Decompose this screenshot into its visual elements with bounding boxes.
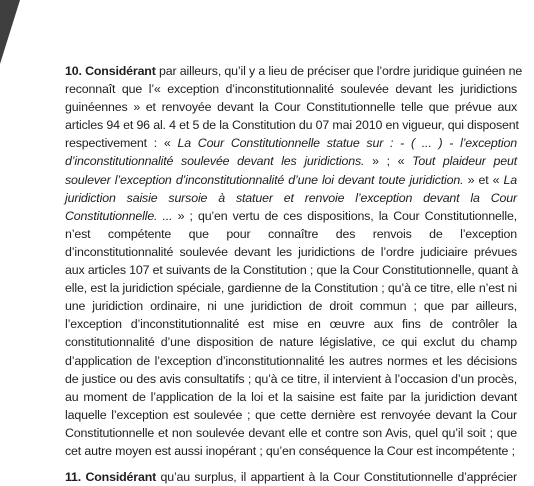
text-run: Constitutionnelle et non soulevée devant elle et contre son Avis, quel qu’il soit ; que [65, 425, 517, 440]
text-line [65, 297, 517, 315]
scan-corner-shadow [0, 0, 20, 64]
text-line [65, 315, 517, 333]
text-run: qu’au surplus, il appartient à la Cour Constitutionnelle d’apprécier [156, 470, 517, 485]
text-run: au moment de l’application de la loi et la saisine est faite par la juridiction devant [65, 389, 517, 404]
quoted-text: Tout plaideur peut [412, 154, 518, 169]
text-run: guinéennes » et renvoyée devant la Cour Constitutionnelle telle que prévue aux [65, 100, 517, 115]
text-run: » ; « [364, 154, 413, 169]
text-line [65, 424, 517, 442]
paragraph-10 [65, 62, 523, 460]
text-line [65, 134, 517, 152]
text-line [65, 468, 517, 486]
quoted-text: soulever l’exception d’inconstitutionnalité d’une loi devant toute juridiction. [65, 172, 464, 187]
text-line [65, 98, 517, 116]
text-run: n’est compétente que pour connaître des renvois de l’exception [65, 226, 517, 241]
paragraph-heading: 11. Considérant [65, 470, 157, 485]
paragraph-heading: 10. Considérant [65, 64, 156, 78]
text-line [65, 116, 517, 134]
text-line [65, 370, 517, 388]
text-line [65, 207, 517, 225]
text-run: reconnaît que l’« exception d’inconstitutionnalité soulevée devant les juridictions [65, 82, 517, 97]
text-line [65, 442, 517, 460]
text-line [65, 279, 517, 297]
text-line [65, 62, 523, 80]
text-run: cet autre moyen est aussi inopérant ; qu’en conséquence la Cour est incompétente ; [65, 443, 515, 458]
text-run: » et « [463, 172, 504, 187]
text-run: respectivement : « [65, 136, 178, 151]
text-run: » ; qu’en vertu de ces dispositions, la Cour Constitutionnelle, [172, 208, 517, 223]
text-run: aux articles 107 et suivants de la Constitution ; que la Cour Constitutionnelle, quant à [65, 263, 519, 278]
text-run: par ailleurs, qu’il y a lieu de préciser que l’ordre juridique guinéen ne [155, 64, 523, 78]
quoted-text: juridiction saisie sursoie à statuer et renvoie l’exception devant la Cour [65, 190, 517, 205]
text-line [65, 261, 517, 279]
paragraph-gap [65, 460, 517, 468]
text-line [65, 406, 517, 424]
text-run: constitutionnalité d’une disposition de nature législative, ce qui exclut du champ [65, 335, 517, 350]
text-run: elle, est la juridiction spéciale, gardienne de la Constitution ; qu’à ce titre, elle n’est ni [65, 281, 517, 296]
text-run: laquelle l’exception est soulevée ; que cette dernière est renvoyée devant la Cour [65, 407, 517, 422]
text-run: d’application de l’exception d’inconstitutionnalité les autres normes et les décisions [65, 353, 517, 368]
text-line [65, 171, 517, 189]
text-run: d’inconstitutionnalité soulevée devant les juridictions de l’ordre judiciaire prévues [65, 244, 517, 259]
text-line [65, 333, 517, 351]
quoted-text: Constitutionnelle. ... [65, 208, 173, 223]
text-line [65, 243, 517, 261]
text-line [65, 189, 517, 207]
quoted-text: La [503, 172, 517, 187]
text-line [65, 352, 517, 370]
paragraph-11 [65, 468, 517, 486]
text-line [65, 80, 517, 98]
text-run: de justice ou des avis consultatifs ; qu’à ce titre, il intervient à l’occasion d’un procès, [65, 371, 517, 386]
text-line [65, 152, 517, 170]
quoted-text: La Cour Constitutionnelle statue sur : - ( ... ) - l’exception [177, 136, 517, 151]
text-run: l’exception d’inconstitutionnalité est mise en œuvre aux fins de contrôler la [65, 317, 517, 332]
text-line [65, 388, 517, 406]
text-line [65, 225, 517, 243]
quoted-text: d’inconstitutionnalité soulevée devant les juridictions. [65, 154, 365, 169]
text-run: articles 94 et 96 al. 4 et 5 de la Constitution du 07 mai 2010 en vigueur, qui disposent [65, 118, 519, 133]
document-page [65, 62, 523, 486]
text-run: une juridiction ordinaire, ni une juridiction de droit commun ; que par ailleurs, [65, 299, 517, 314]
